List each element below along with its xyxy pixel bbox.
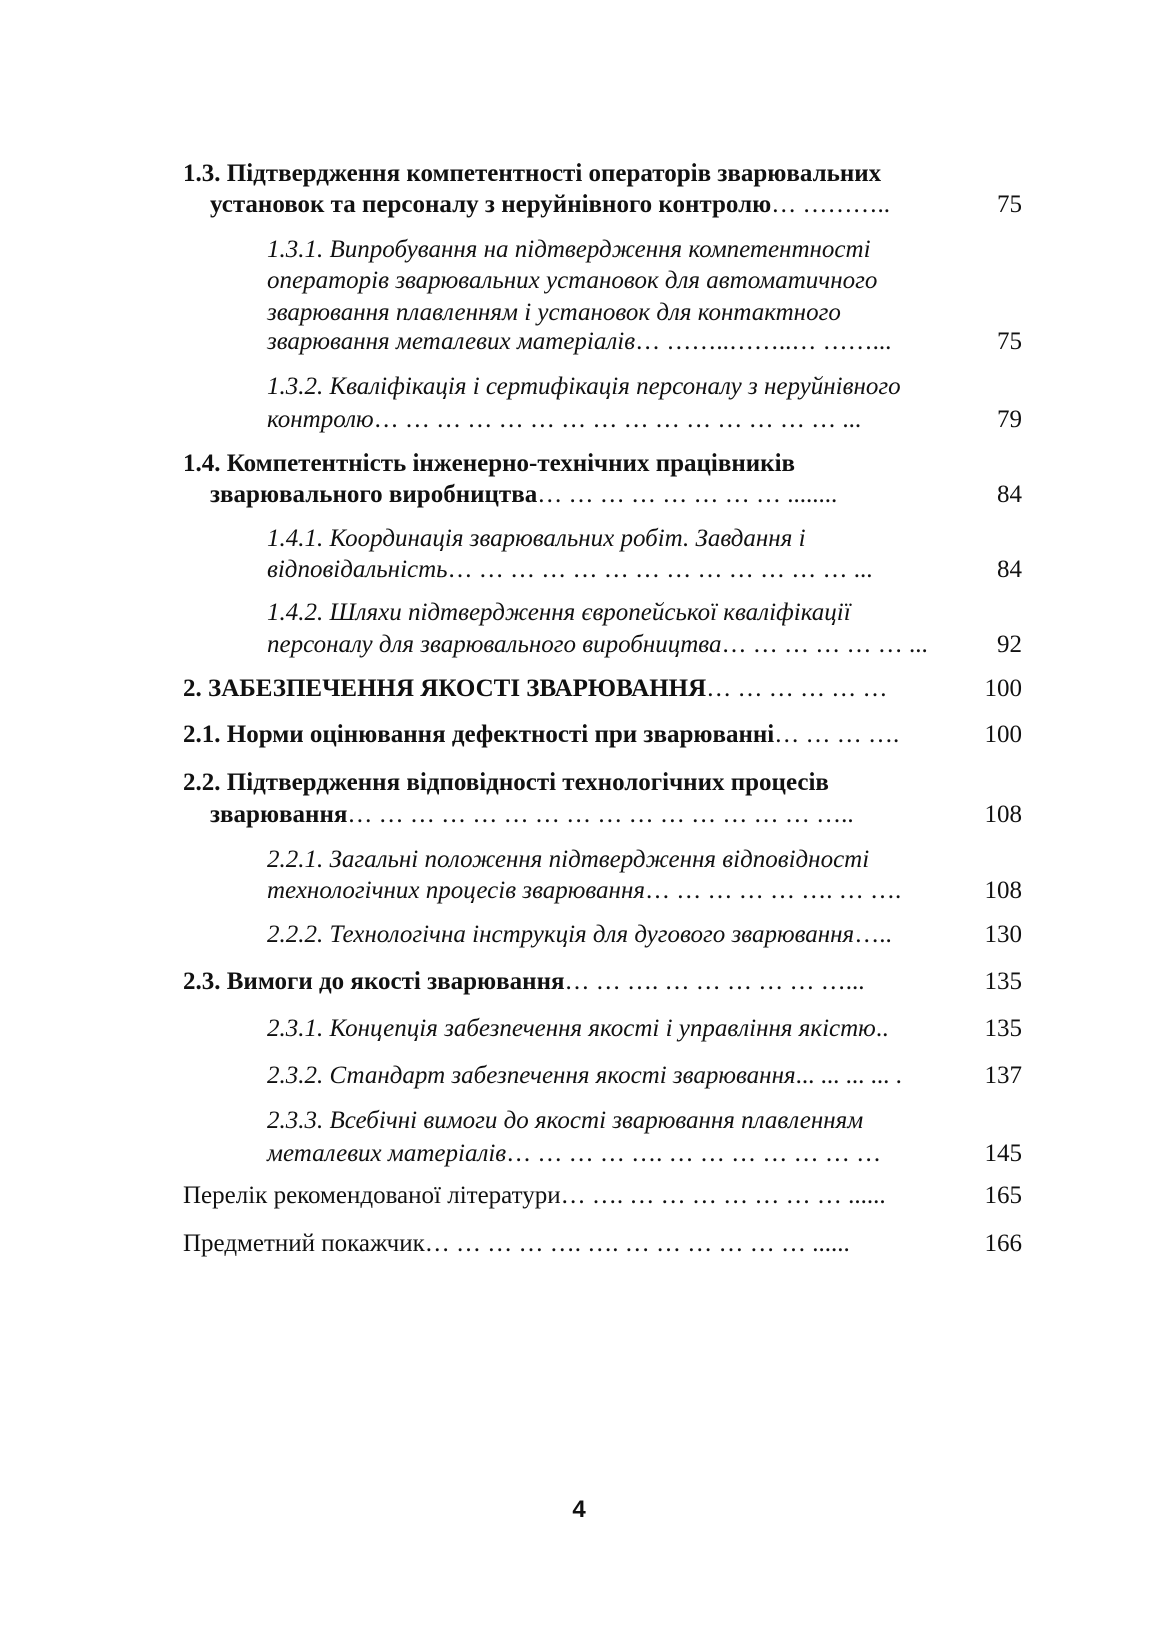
toc-entry-2-2-2[interactable]: 2.2.2. Технологічна інструкція для дугового зварювання….. [267, 921, 892, 948]
toc-entry-1-3-1-line3[interactable]: зварювання плавленням і установок для контактного [267, 299, 841, 326]
page-ref-2-2[interactable]: 108 [984, 801, 1022, 828]
leader-dots: ….. [854, 921, 892, 948]
page-ref-literature[interactable]: 165 [984, 1182, 1022, 1209]
leader-dots: … … … … … … … … … … … … … … … ... [373, 406, 862, 433]
leader-dots: ... ... ... ... . [795, 1062, 902, 1089]
toc-entry-2-3-3-line2[interactable]: металевих матеріалів… … … … …. … … … … … … … [267, 1140, 882, 1167]
page-ref-1-4[interactable]: 84 [997, 481, 1022, 508]
page-ref-1-3-1[interactable]: 75 [997, 328, 1022, 355]
toc-entry-1-4-line2[interactable]: зварювального виробництва… … … … … … … … ........ [210, 481, 838, 508]
toc-entry-1-3-1-line1[interactable]: 1.3.1. Випробування на підтвердження компетентності [267, 236, 871, 263]
toc-entry-1-3-1-line4[interactable]: зварювання металевих матеріалів… ……..……..… ……... [267, 328, 892, 355]
page-ref-1-3[interactable]: 75 [997, 191, 1022, 218]
page-ref-subject-index[interactable]: 166 [984, 1230, 1022, 1257]
page-ref-2-3-2[interactable]: 137 [984, 1062, 1022, 1089]
leader-dots: … ……….. [771, 191, 890, 218]
toc-entry-2-3-2[interactable]: 2.3.2. Стандарт забезпечення якості зварювання... ... ... ... . [267, 1062, 902, 1089]
toc-entry-2-2-line2[interactable]: зварювання… … … … … … … … … … … … … … … ….. [210, 801, 854, 828]
toc-entry-subject-index[interactable]: Предметний покажчик… … … … …. …. … … … … … … ...... [183, 1230, 850, 1257]
toc-entry-1-3-line2[interactable]: установок та персоналу з неруйнівного контролю… ……….. [210, 191, 890, 218]
toc-entry-2-3[interactable]: 2.3. Вимоги до якості зварювання… … …. … … … … … …... [183, 968, 865, 995]
toc-entry-literature[interactable]: Перелік рекомендованої літератури… …. … … … … … … … ...... [183, 1182, 886, 1209]
leader-dots: … … … … … … … … ........ [537, 481, 838, 508]
leader-dots: … … … … … …. … …. [644, 877, 902, 904]
page-ref-1-3-2[interactable]: 79 [997, 406, 1022, 433]
toc-entry-2-3-3-line1[interactable]: 2.3.3. Всебічні вимоги до якості зварювання плавленням [267, 1107, 864, 1134]
toc-entry-1-4-1-line2[interactable]: відповідальність… … … … … … … … … … … … … ... [267, 556, 873, 583]
toc-entry-2-3-1[interactable]: 2.3.1. Концепція забезпечення якості і управління якістю.. [267, 1015, 889, 1042]
toc-entry-1-3-2-line2[interactable]: контролю… … … … … … … … … … … … … … … ... [267, 406, 862, 433]
page-number: 4 [572, 1496, 586, 1523]
toc-entry-2-1[interactable]: 2.1. Норми оцінювання дефектності при зварюванні… … … …. [183, 721, 900, 748]
page-ref-1-4-2[interactable]: 92 [997, 631, 1022, 658]
leader-dots: … … … … …. …. … … … … … … ...... [424, 1230, 850, 1257]
toc-entry-1-4-2-line1[interactable]: 1.4.2. Шляхи підтвердження європейської кваліфікації [267, 599, 851, 626]
leader-dots: … … … …. [774, 721, 900, 748]
toc-entry-2[interactable]: 2. ЗАБЕЗПЕЧЕННЯ ЯКОСТІ ЗВАРЮВАННЯ… … … … … … [183, 675, 888, 702]
leader-dots: … … … … … … [706, 675, 888, 702]
leader-dots: … … … … … … … … … … … … … ... [447, 556, 873, 583]
toc-entry-1-3-2-line1[interactable]: 1.3.2. Кваліфікація і сертифікація персоналу з неруйнівного [267, 373, 901, 400]
page-ref-2-1[interactable]: 100 [984, 721, 1022, 748]
leader-dots: … … … … … … ... [721, 631, 928, 658]
page-ref-1-4-1[interactable]: 84 [997, 556, 1022, 583]
page-ref-2[interactable]: 100 [984, 675, 1022, 702]
page-ref-2-3[interactable]: 135 [984, 968, 1022, 995]
page-ref-2-2-1[interactable]: 108 [984, 877, 1022, 904]
toc-entry-2-2-1-line2[interactable]: технологічних процесів зварювання… … … … … …. … …. [267, 877, 902, 904]
toc-entry-1-4-2-line2[interactable]: персоналу для зварювального виробництва… … … … … … ... [267, 631, 928, 658]
leader-dots: … …. … … … … … … … ...... [560, 1182, 886, 1209]
toc-entry-1-3-1-line2[interactable]: операторів зварювальних установок для автоматичного [267, 267, 878, 294]
leader-dots: .. [875, 1015, 889, 1042]
toc-entry-2-2-1-line1[interactable]: 2.2.1. Загальні положення підтвердження відповідності [267, 846, 870, 873]
toc-entry-1-4-1-line1[interactable]: 1.4.1. Координація зварювальних робіт. Завдання і [267, 525, 806, 552]
leader-dots: … … …. … … … … … …... [564, 968, 865, 995]
toc-entry-1-3-line1[interactable]: 1.3. Підтвердження компетентності операторів зварювальних [183, 160, 882, 187]
leader-dots: … … … … … … … … … … … … … … … ….. [347, 801, 854, 828]
page-ref-2-3-1[interactable]: 135 [984, 1015, 1022, 1042]
toc-entry-1-4-line1[interactable]: 1.4. Компетентність інженерно-технічних працівників [183, 450, 796, 477]
leader-dots: … ……..……..… ……... [635, 328, 892, 355]
page-ref-2-2-2[interactable]: 130 [984, 921, 1022, 948]
page-ref-2-3-3[interactable]: 145 [984, 1140, 1022, 1167]
toc-entry-2-2-line1[interactable]: 2.2. Підтвердження відповідності технологічних процесів [183, 769, 829, 796]
leader-dots: … … … … …. … … … … … … … [506, 1140, 882, 1167]
